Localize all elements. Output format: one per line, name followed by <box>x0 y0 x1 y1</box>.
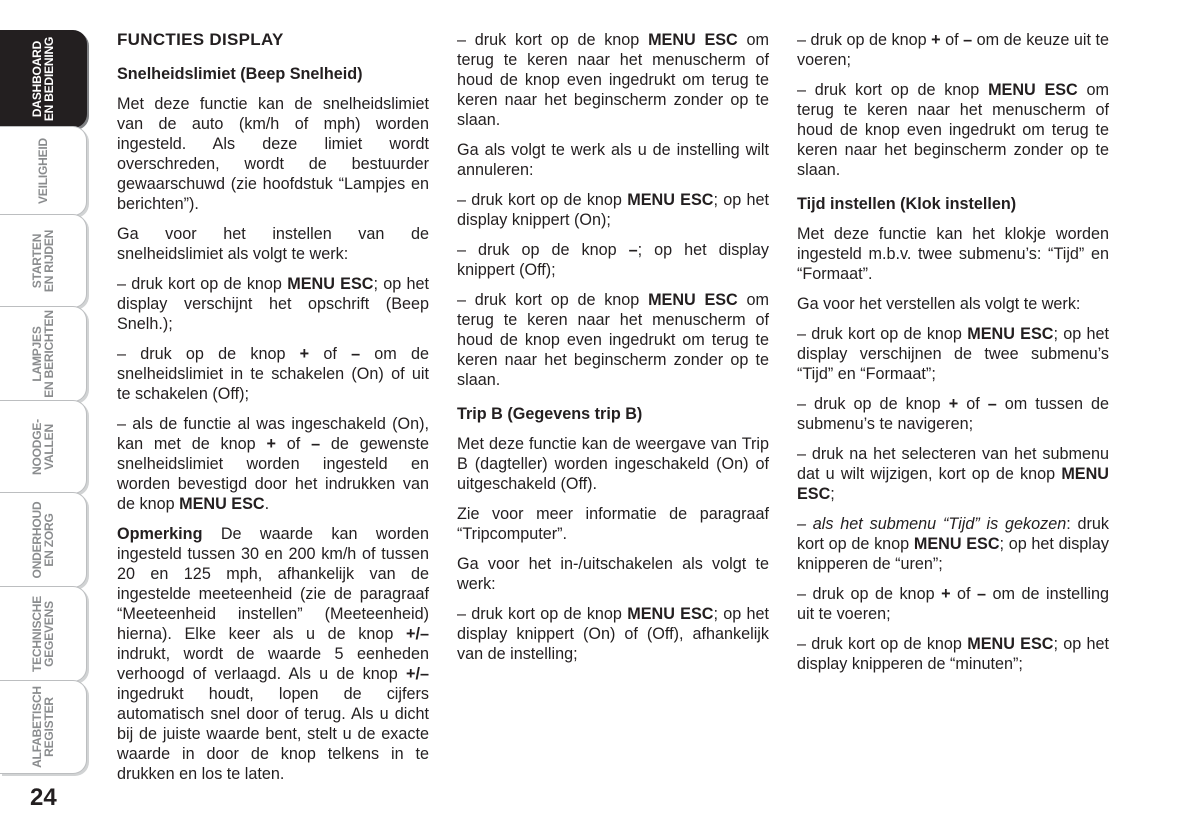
paragraph: Met deze functie kan de snelheidslimiet van de auto (km/h of mph) worden ingesteld. Als deze limiet wordt overschreden, wordt de bestuurder gewaarschuwd (zie hoofdstuk “Lampjes en berichten”). <box>117 95 429 213</box>
paragraph: – druk op de knop + of – om de keuze uit te voeren; <box>797 31 1110 69</box>
tab-label: ALFABETISCH REGISTER <box>30 686 56 768</box>
paragraph: – druk na het selecteren van het submenu dat u wilt wijzigen, kort op de knop MENU ESC; <box>797 445 1109 503</box>
column-1 <box>117 30 429 794</box>
paragraph: – druk kort op de knop MENU ESC om terug te keren naar het menuscherm of houd de knop even ingedrukt om terug te keren naar het beginscherm zonder op te slaan. <box>457 291 769 389</box>
paragraph: Zie voor meer informatie de paragraaf “Tripcomputer”. <box>457 505 769 543</box>
paragraph: Ga als volgt te werk als u de instelling wilt annuleren: <box>457 141 769 179</box>
paragraph: – druk op de knop + of – om de instelling uit te voeren; <box>797 585 1109 623</box>
subsection-title-snelheidslimiet: Snelheidslimiet (Beep Snelheid) <box>117 65 363 83</box>
tab-label: DASHBOARD EN BEDIENING <box>30 36 56 122</box>
tab-veiligheid[interactable] <box>0 126 87 216</box>
paragraph: Ga voor het instellen van de snelheidslimiet als volgt te werk: <box>117 225 429 263</box>
tab-technische-gegevens[interactable] <box>0 586 87 682</box>
paragraph: – als het submenu “Tijd” is gekozen: druk kort op de knop MENU ESC; op het display knipperen de “uren”; <box>797 515 1109 573</box>
paragraph: – als de functie al was ingeschakeld (On), kan met de knop + of – de gewenste snelheidslimiet worden ingesteld en worden bevestigd door het indrukken van de knop MENU ESC. <box>117 415 430 513</box>
tab-lampjes-en-berichten[interactable] <box>0 306 87 402</box>
paragraph: Ga voor het in-/uitschakelen als volgt te werk: <box>457 555 769 593</box>
tab-label: NOODGE- VALLEN <box>30 419 56 475</box>
tab-label: ONDERHOUD EN ZORG <box>30 501 56 579</box>
note-paragraph: Opmerking De waarde kan worden ingesteld tussen 30 en 200 km/h of tussen 20 en 125 mph, afhankelijk van de ingestelde meeteenheid (zie de paragraaf “Meeteenheid instellen” (Meeteenheid) hierna). Elke keer als u de knop +/– indrukt, wordt de waarde 5 eenheden verhoogd of verlaagd. Als u de knop +/– ingedrukt houdt, lopen de cijfers automatisch snel door of terug. Als u dicht bij de juiste waarde bent, stelt u de exacte waarde in door de knop telkens in te drukken en los te laten. <box>117 525 429 783</box>
tab-label: STARTEN EN RIJDEN <box>30 229 56 293</box>
tab-noodgevallen[interactable] <box>0 400 87 494</box>
tab-dashboard-en-bediening[interactable] <box>0 30 87 128</box>
tab-alfabetisch-register[interactable] <box>0 680 87 774</box>
tab-label: TECHNISCHE GEGEVENS <box>30 595 56 673</box>
paragraph: – druk kort op de knop MENU ESC; op het display knippert (On); <box>457 191 769 229</box>
column-3 <box>797 30 1109 684</box>
section-title: FUNCTIES DISPLAY <box>117 30 284 49</box>
subsection-title-trip-b: Trip B (Gegevens trip B) <box>457 405 643 423</box>
subsection-title-tijd-instellen: Tijd instellen (Klok instellen) <box>797 195 1017 213</box>
paragraph: Ga voor het verstellen als volgt te werk: <box>797 295 1081 313</box>
tab-label: LAMPJES EN BERICHTEN <box>30 310 56 398</box>
paragraph: – druk kort op de knop MENU ESC; op het display knipperen de “minuten”; <box>797 635 1109 673</box>
paragraph: Met deze functie kan het klokje worden ingesteld m.b.v. twee submenu’s: “Tijd” en “Formaat”. <box>797 225 1109 283</box>
paragraph: – druk kort op de knop MENU ESC; op het display verschijnt het opschrift (Beep Snelh.); <box>117 275 429 333</box>
column-2 <box>457 30 769 674</box>
paragraph: – druk op de knop + of – om de snelheidslimiet in te schakelen (On) of uit te schakelen (Off); <box>117 345 430 403</box>
paragraph: – druk kort op de knop MENU ESC; op het display knippert (On) of (Off), afhankelijk van de instelling; <box>457 605 769 663</box>
paragraph: – druk kort op de knop MENU ESC om terug te keren naar het menuscherm of houd de knop even ingedrukt om terug te keren naar het beginscherm zonder op te slaan. <box>797 81 1109 179</box>
tab-label: VEILIGHEID <box>36 137 50 205</box>
page-number: 24 <box>30 784 57 811</box>
tab-onderhoud-en-zorg[interactable] <box>0 492 87 588</box>
paragraph: – druk op de knop –; op het display knippert (Off); <box>457 241 769 279</box>
paragraph: – druk kort op de knop MENU ESC om terug te keren naar het menuscherm of houd de knop even ingedrukt om terug te keren naar het beginscherm zonder op te slaan. <box>457 31 769 129</box>
paragraph: Met deze functie kan de weergave van Trip B (dagteller) worden ingeschakeld (On) of uitgeschakeld (Off). <box>457 435 769 493</box>
tab-starten-en-rijden[interactable] <box>0 214 87 308</box>
paragraph: – druk kort op de knop MENU ESC; op het display verschijnen de twee submenu’s “Tijd” en “Formaat”; <box>797 325 1109 383</box>
paragraph: – druk op de knop + of – om tussen de submenu’s te navigeren; <box>797 395 1109 433</box>
